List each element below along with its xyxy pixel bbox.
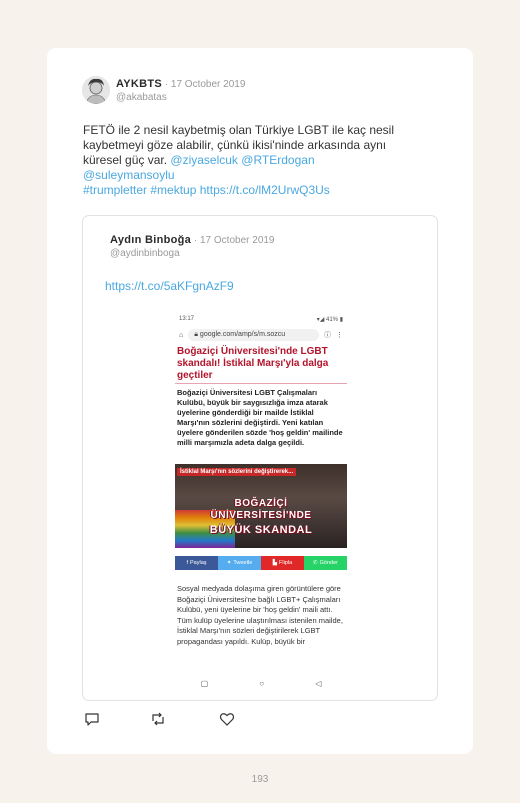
article-body: Sosyal medyada dolaşıma giren görüntülere göre Boğaziçi Üniversitesi'ne bağlı LGBT+ Çalışmaları Kulübü, yeni üyelerine bir 'hoş geldin' maili attı. Tüm kulüp üyelerine ulaştırılması istenilen mailde, İstiklal Marşı'nın sözleri değiştirilerek LGBT propagandası yapıldı. Kulüp, büyük bir <box>177 584 343 646</box>
share-label: Flipla <box>279 560 293 566</box>
author-handle[interactable]: @akabatas <box>116 92 167 103</box>
avatar[interactable] <box>82 76 110 104</box>
article-lead: Boğaziçi Üniversitesi LGBT Çalışmaları Kulübü, büyük bir saygısızlığa imza atarak üyelerine gönderdiği bir mailde İstiklal Marşı'nın sözlerini değiştirdi. Yeni katılan üyelere gönderilen sözde 'hoş geldin' mailinde milli marşımızla adeta dalga geçildi. <box>177 388 343 447</box>
tweet-text-line <box>83 153 443 168</box>
whatsapp-icon: ✆ <box>313 560 318 566</box>
phone-status-icons: ▾◢ 41% ▮ <box>316 317 343 323</box>
quoted-author-name[interactable]: Aydın Binboğa <box>110 234 192 246</box>
like-icon[interactable] <box>219 711 235 727</box>
share-bar <box>175 556 347 570</box>
reply-icon[interactable] <box>84 711 100 727</box>
browser-url <box>188 329 319 341</box>
share-label: Gönder <box>319 560 338 566</box>
share-flipboard <box>261 556 304 570</box>
mention-link[interactable]: @RTErdogan <box>241 153 315 167</box>
tweet-card <box>47 48 473 754</box>
mention-link[interactable]: @suleymansoylu <box>83 168 175 182</box>
home-button-icon: ○ <box>259 678 265 688</box>
hashtag-link[interactable]: #trumpletter <box>83 183 148 197</box>
quoted-date[interactable]: 17 October 2019 <box>200 235 275 246</box>
browser-url-bar <box>175 326 347 344</box>
retweet-icon[interactable] <box>150 711 166 727</box>
browser-url-text: google.com/amp/s/m.sozcu <box>199 331 286 338</box>
tweet-text-segment: küresel güç var. <box>83 153 168 167</box>
twitter-icon: ✦ <box>226 560 232 566</box>
hashtag-link[interactable]: #mektup <box>150 183 197 197</box>
image-title-line: BOĞAZİÇİ <box>234 498 288 509</box>
mention-link[interactable]: @ziyaselcuk <box>170 153 238 167</box>
more-icon: ⋮ <box>336 332 343 339</box>
share-label: Paylaş <box>190 560 207 566</box>
avatar-image <box>82 76 110 104</box>
separator: · <box>191 235 200 246</box>
info-icon: ⓘ <box>324 332 331 339</box>
back-icon: ◁ <box>315 678 322 688</box>
page-number: 193 <box>251 774 269 785</box>
tweet-text-line: kaybetmeyi göze alabilir, çünkü ikisi'ninde arkasında aynı <box>83 138 387 152</box>
author-name[interactable]: AYKBTS <box>116 78 163 90</box>
tweet-date[interactable]: 17 October 2019 <box>170 79 246 90</box>
tweet-text-line: FETÖ ile 2 nesil kaybetmiş olan Türkiye LGBT ile kaç nesil <box>83 123 395 137</box>
quoted-author-line <box>110 234 275 246</box>
share-twitter <box>218 556 261 570</box>
quoted-tweet[interactable] <box>82 215 438 701</box>
home-icon: ⌂ <box>179 331 184 339</box>
share-label: Tweetle <box>233 560 253 566</box>
url-link[interactable]: https://t.co/lM2UrwQ3Us <box>199 183 330 197</box>
lock-icon: 🔒︎ <box>194 331 198 338</box>
tweet-text <box>83 123 443 198</box>
quoted-author-handle[interactable]: @aydinbinboga <box>110 248 180 259</box>
article-screenshot <box>175 314 347 692</box>
tweet-text-line <box>83 183 443 198</box>
tweet-actions <box>84 711 244 727</box>
phone-time: 13:17 <box>179 316 195 322</box>
image-banner: İstiklal Marşı'nın sözlerini değiştirerek... <box>177 468 296 476</box>
author-line <box>116 78 245 90</box>
separator: · <box>162 79 171 90</box>
phone-status-bar <box>175 314 347 326</box>
image-title-line: BÜYÜK SKANDAL <box>209 524 313 536</box>
article-headline: Boğaziçi Üniversitesi'nde LGBT skandalı! İstiklal Marşı'yla dalga geçtiler <box>175 346 347 384</box>
article-image <box>175 464 347 548</box>
quoted-url-link[interactable]: https://t.co/5aKFgnAzF9 <box>105 279 234 293</box>
recent-apps-icon: ▢ <box>200 678 209 688</box>
share-whatsapp <box>304 556 347 570</box>
tweet-text-line <box>83 168 443 183</box>
share-facebook <box>175 556 218 570</box>
facebook-icon: f <box>186 560 188 566</box>
flipboard-icon: ▙ <box>272 560 278 566</box>
image-title-line: ÜNİVERSİTESİ'NDE <box>210 510 312 521</box>
phone-nav-bar <box>175 674 347 692</box>
